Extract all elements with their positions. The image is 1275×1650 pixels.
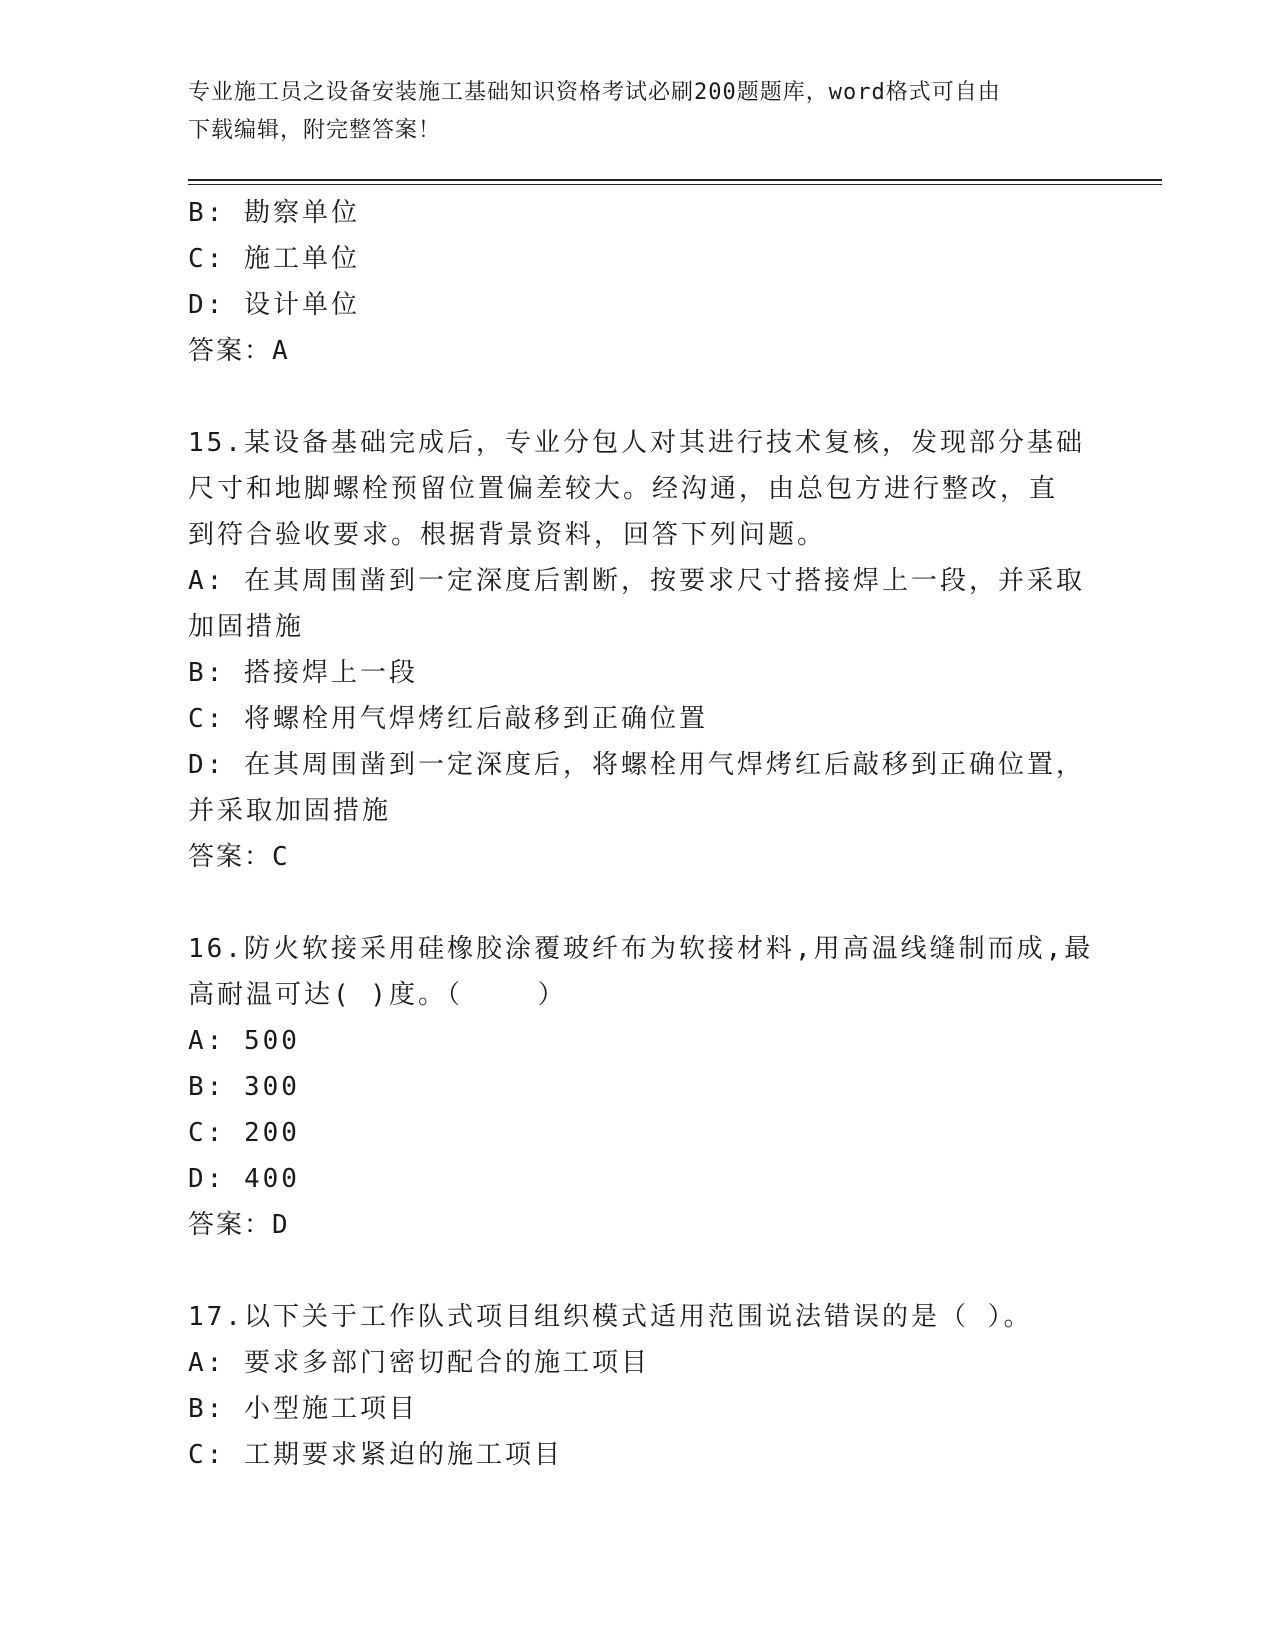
- option-c: C: 200: [188, 1118, 300, 1148]
- question-stem: 15.某设备基础完成后，专业分包人对其进行技术复核，发现部分基础: [188, 428, 1085, 458]
- option-c: C: 施工单位: [188, 244, 360, 274]
- option-d: D: 400: [188, 1164, 300, 1194]
- option-d: D: 在其周围凿到一定深度后，将螺栓用气焊烤红后敲移到正确位置，: [188, 750, 1085, 780]
- spacer: [188, 880, 1088, 926]
- header-line-1: 专业施工员之设备安装施工基础知识资格考试必刷200题题库，word格式可自由: [188, 80, 1001, 105]
- answer-line: 答案：A: [188, 336, 290, 366]
- question-stem: 高耐温可达( )度。（ ）: [188, 980, 567, 1010]
- option-b: B: 小型施工项目: [188, 1394, 418, 1424]
- option-a-continued: 加固措施: [188, 612, 305, 642]
- option-d: D: 设计单位: [188, 290, 360, 320]
- spacer: [188, 1248, 1088, 1294]
- spacer: [188, 374, 1088, 420]
- option-a: A: 500: [188, 1026, 300, 1056]
- question-16: [188, 926, 1094, 1248]
- question-stem: 16.防火软接采用硅橡胶涂覆玻纤布为软接材料,用高温线缝制而成,最: [188, 934, 1094, 964]
- answer-line: 答案：D: [188, 1210, 290, 1240]
- option-b: B: 搭接焊上一段: [188, 658, 418, 688]
- question-17: [188, 1294, 1088, 1478]
- option-c: C: 工期要求紧迫的施工项目: [188, 1440, 563, 1470]
- question-14: [188, 190, 1088, 374]
- header-divider-thick: [188, 179, 1162, 181]
- document-header: [188, 74, 1088, 150]
- option-d-continued: 并采取加固措施: [188, 796, 392, 826]
- question-content: [188, 190, 1094, 1478]
- question-stem: 到符合验收要求。根据背景资料，回答下列问题。: [188, 520, 827, 550]
- header-line-2: 下载编辑，附完整答案！: [188, 118, 442, 143]
- answer-line: 答案：C: [188, 842, 290, 872]
- question-stem: 17.以下关于工作队式项目组织模式适用范围说法错误的是（ ）。: [188, 1302, 1033, 1332]
- header-divider-thin: [188, 184, 1162, 185]
- option-a: A: 要求多部门密切配合的施工项目: [188, 1348, 650, 1378]
- option-a: A: 在其周围凿到一定深度后割断，按要求尺寸搭接焊上一段，并采取: [188, 566, 1085, 596]
- question-stem: 尺寸和地脚螺栓预留位置偏差较大。经沟通，由总包方进行整改，直: [188, 474, 1059, 504]
- question-15: [188, 420, 1088, 880]
- option-b: B: 300: [188, 1072, 300, 1102]
- option-c: C: 将螺栓用气焊烤红后敲移到正确位置: [188, 704, 708, 734]
- option-b: B: 勘察单位: [188, 198, 360, 228]
